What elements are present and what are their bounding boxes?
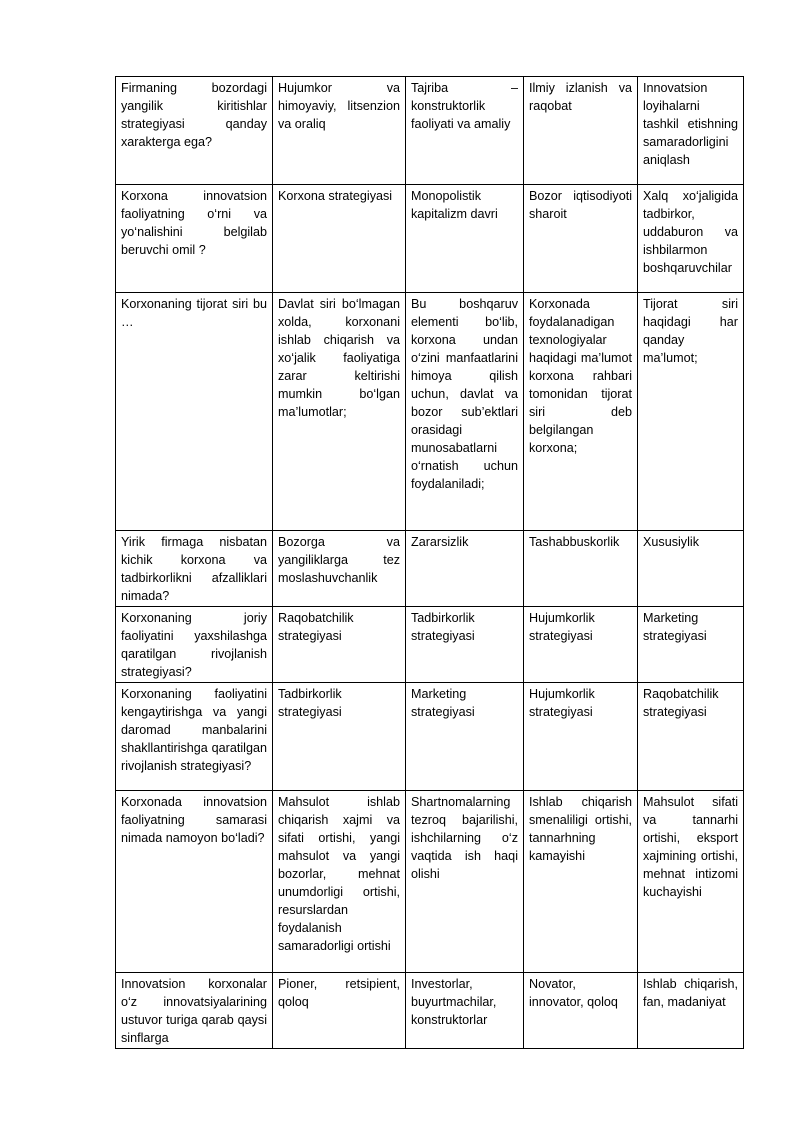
answer-cell: Tadbirkorlik strategiyasi: [406, 607, 524, 683]
answer-cell: Marketing strategiyasi: [406, 683, 524, 791]
answer-cell: Davlat siri bo‘lmagan xolda, korxonani ishlab chiqarish va xo‘jalik faoliyatiga zarar keltirishi mumkin bo‘lgan ma’lumotlar;: [273, 293, 406, 531]
table-row: [116, 293, 744, 531]
question-cell: Innovatsion korxonalar o‘z innovatsiyalarining ustuvor turiga qarab qaysi sinflarga: [116, 973, 273, 1049]
answer-cell: Hujumkor va himoyaviy, litsenzion va oraliq: [273, 77, 406, 185]
answer-cell: Bozorga va yangiliklarga tez moslashuvchanlik: [273, 531, 406, 607]
answer-cell: Mahsulot sifati va tannarhi ortishi, eksport xajmining ortishi, mehnat intizomi kuchayishi: [638, 791, 744, 973]
table-row: [116, 973, 744, 1049]
answer-cell: Investorlar, buyurtmachilar, konstruktorlar: [406, 973, 524, 1049]
answer-cell: Monopolistik kapitalizm davri: [406, 185, 524, 293]
table-row: [116, 607, 744, 683]
answer-cell: Raqobatchilik strategiyasi: [273, 607, 406, 683]
answer-cell: Raqobatchilik strategiyasi: [638, 683, 744, 791]
question-cell: Yirik firmaga nisbatan kichik korxona va tadbirkorlikni afzalliklari nimada?: [116, 531, 273, 607]
answer-cell: Bu boshqaruv elementi bo‘lib, korxona undan o‘zini manfaatlarini himoya qilish uchun, davlat va bozor sub’ektlari orasidagi munosabatlarni o‘rnatish uchun foydalaniladi;: [406, 293, 524, 531]
answer-cell: Hujumkorlik strategiyasi: [524, 607, 638, 683]
table-row: [116, 185, 744, 293]
table-row: [116, 791, 744, 973]
answer-cell: Xalq xo‘jaligida tadbirkor, uddaburon va ishbilarmon boshqaruvchilar: [638, 185, 744, 293]
answer-cell: Hujumkorlik strategiyasi: [524, 683, 638, 791]
answer-cell: Mahsulot ishlab chiqarish xajmi va sifati ortishi, yangi mahsulot va yangi bozorlar, mehnat unumdorligi ortishi, resurslardan foydalanish samaradorligi ortishi: [273, 791, 406, 973]
answer-cell: Shartnomalarning tezroq bajarilishi, ishchilarning o‘z vaqtida ish haqi olishi: [406, 791, 524, 973]
answer-cell: Pioner, retsipient, qoloq: [273, 973, 406, 1049]
answer-cell: Ishlab chiqarish, fan, madaniyat: [638, 973, 744, 1049]
answer-cell: Ishlab chiqarish smenaliligi ortishi, tannarhning kamayishi: [524, 791, 638, 973]
question-cell: Korxonaning faoliyatini kengaytirishga va yangi daromad manbalarini shakllantirishga qaratilgan rivojlanish strategiyasi?: [116, 683, 273, 791]
answer-cell: Ilmiy izlanish va raqobat: [524, 77, 638, 185]
answer-cell: Zararsizlik: [406, 531, 524, 607]
answer-cell: Tadbirkorlik strategiyasi: [273, 683, 406, 791]
table-row: [116, 683, 744, 791]
answer-cell: Marketing strategiyasi: [638, 607, 744, 683]
test-questions-table: [115, 76, 744, 1049]
answer-cell: Novator, innovator, qoloq: [524, 973, 638, 1049]
answer-cell: Tashabbuskorlik: [524, 531, 638, 607]
answer-cell: Korxonada foydalanadigan texnologiyalar haqidagi ma’lumot korxona rahbari tomonidan tijorat siri deb belgilangan korxona;: [524, 293, 638, 531]
question-cell: Korxonada innovatsion faoliyatning samarasi nimada namoyon bo‘ladi?: [116, 791, 273, 973]
answer-cell: Bozor iqtisodiyoti sharoit: [524, 185, 638, 293]
answer-cell: Tijorat siri haqidagi har qanday ma’lumot;: [638, 293, 744, 531]
question-cell: Firmaning bozordagi yangilik kiritishlar strategiyasi qanday xarakterga ega?: [116, 77, 273, 185]
table-row: [116, 77, 744, 185]
answer-cell: Tajriba – konstruktorlik faoliyati va amaliy: [406, 77, 524, 185]
question-cell: Korxonaning tijorat siri bu …: [116, 293, 273, 531]
answer-cell: Xususiylik: [638, 531, 744, 607]
answer-cell: Korxona strategiyasi: [273, 185, 406, 293]
question-cell: Korxonaning joriy faoliyatini yaxshilashga qaratilgan rivojlanish strategiyasi?: [116, 607, 273, 683]
answer-cell: Innovatsion loyihalarni tashkil etishning samaradorligini aniqlash: [638, 77, 744, 185]
question-cell: Korxona innovatsion faoliyatning o‘rni va yo‘nalishini belgilab beruvchi omil ?: [116, 185, 273, 293]
table-row: [116, 531, 744, 607]
